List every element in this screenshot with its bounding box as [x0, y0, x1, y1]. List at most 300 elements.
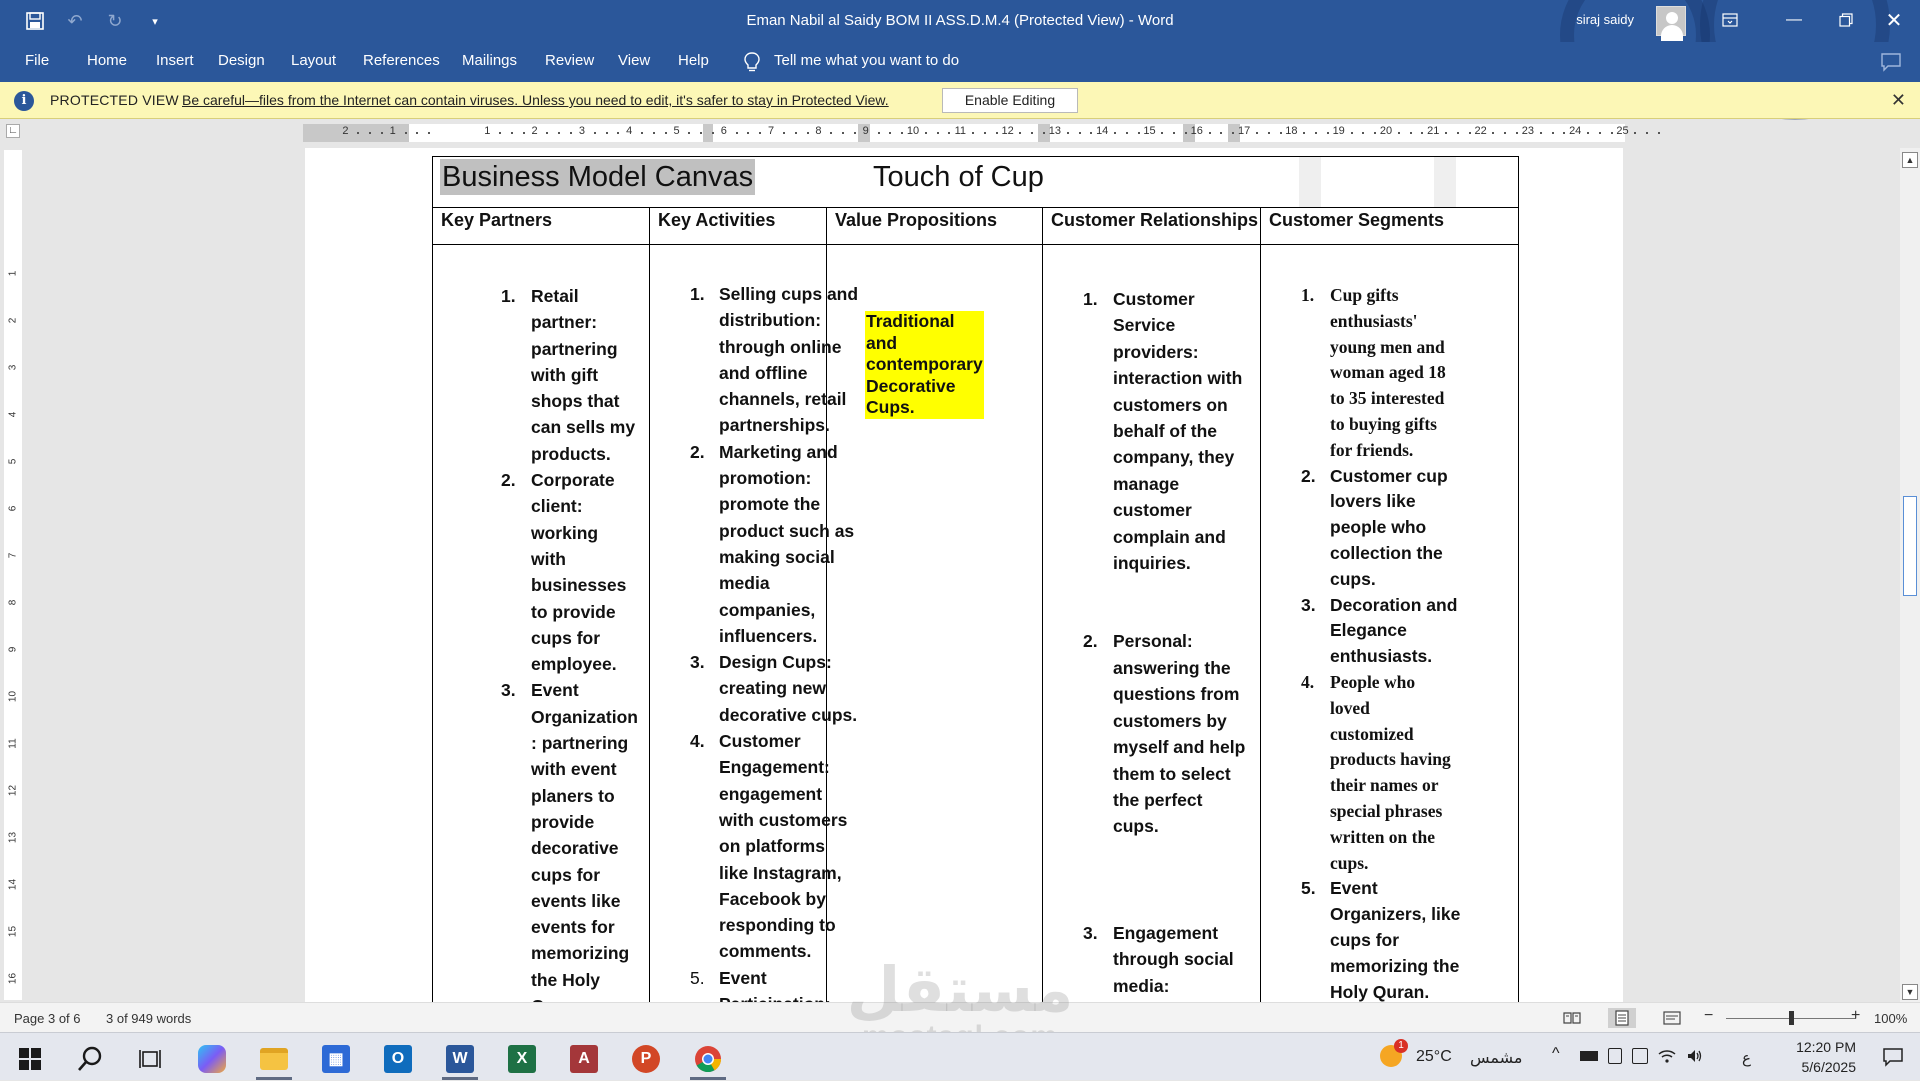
- ruler-number: 23: [1521, 125, 1535, 137]
- comments-icon[interactable]: [1880, 52, 1902, 72]
- ruler-number: 1: [389, 125, 396, 137]
- ruler-number: 4: [626, 125, 633, 137]
- list-item-line: customers by: [1113, 710, 1227, 731]
- list-item-line: channels, retail: [719, 389, 847, 410]
- list-item-line: businesses: [531, 575, 627, 596]
- scroll-up-icon[interactable]: ▲: [1902, 152, 1918, 168]
- list-item-line: with event: [531, 759, 617, 780]
- device-icon[interactable]: [1608, 1048, 1622, 1064]
- ruler-number: 16: [7, 972, 19, 985]
- access-icon: A: [570, 1045, 598, 1073]
- list-item-line: Organizers, like: [1330, 904, 1461, 925]
- store-button[interactable]: [312, 1037, 360, 1081]
- protected-view-label: PROTECTED VIEW: [50, 92, 179, 108]
- volume-icon[interactable]: [1686, 1048, 1704, 1064]
- ruler-tick: [1552, 132, 1554, 134]
- list-number: 2.: [1083, 631, 1098, 652]
- search-button[interactable]: [66, 1037, 114, 1081]
- ruler-number: 3: [7, 364, 19, 371]
- list-number: 3.: [690, 652, 705, 673]
- zoom-slider-thumb[interactable]: [1789, 1011, 1794, 1025]
- ruler-tick: [1209, 132, 1211, 134]
- avatar[interactable]: [1656, 6, 1686, 36]
- tab-mailings[interactable]: Mailings: [462, 52, 518, 69]
- list-item-line: influencers.: [719, 625, 818, 646]
- list-item: [690, 649, 858, 728]
- document-title: Eman Nabil al Saidy BOM II ASS.D.M.4 (Protected View) - Word: [746, 12, 1174, 29]
- ruler-tick: [1516, 132, 1518, 134]
- copilot-button[interactable]: [188, 1037, 236, 1081]
- list-item-line: Engagement:: [719, 757, 830, 778]
- list-item-line: Engagement: [1113, 922, 1219, 943]
- vertical-scrollbar[interactable]: [1900, 148, 1920, 1002]
- ruler-number: 6: [720, 125, 727, 137]
- ruler-tick: [1540, 132, 1542, 134]
- list-item-line: client:: [531, 496, 583, 517]
- list-item: [1301, 593, 1516, 670]
- value-proposition-text: [865, 311, 984, 419]
- weather-temperature[interactable]: 25°C: [1416, 1048, 1452, 1065]
- list-item-line: Personal:: [1113, 631, 1193, 652]
- ruler-tick: [369, 132, 371, 134]
- tab-home[interactable]: Home: [87, 52, 128, 69]
- list-item: [1301, 670, 1516, 876]
- zoom-in-icon[interactable]: +: [1851, 1007, 1861, 1024]
- list-item-line: enthusiasts': [1330, 310, 1418, 331]
- search-icon: [77, 1046, 103, 1072]
- tab-insert[interactable]: Insert: [156, 52, 194, 69]
- ruler-number: 24: [1569, 125, 1582, 137]
- value-propositions-column: [827, 208, 1043, 1057]
- list-item: [1301, 283, 1516, 464]
- ruler-tick: [1327, 132, 1329, 134]
- ruler-tick: [665, 132, 667, 134]
- notifications-icon[interactable]: [1882, 1047, 1904, 1067]
- scrollbar-thumb[interactable]: [1903, 496, 1917, 596]
- ruler-tick: [830, 132, 832, 134]
- highlighted-line: Decorative Cups.: [865, 376, 984, 419]
- list-item-line: partner:: [531, 312, 598, 333]
- ruler-tick: [996, 132, 998, 134]
- redo-icon[interactable]: ↻: [107, 10, 123, 31]
- list-item-line: product such as: [719, 520, 855, 541]
- numbered-list: [1083, 286, 1259, 999]
- list-item: [501, 677, 648, 1019]
- tell-me-search[interactable]: Tell me what you want to do: [774, 52, 960, 69]
- ruler-tick: [1173, 132, 1175, 134]
- customize-toolbar-icon[interactable]: ▾: [152, 15, 158, 28]
- list-item-line: and offline: [719, 362, 808, 383]
- enable-editing-button[interactable]: Enable Editing: [942, 88, 1078, 113]
- ruler-tick: [925, 132, 927, 134]
- copilot-icon: [198, 1045, 226, 1073]
- tab-references[interactable]: References: [363, 52, 440, 69]
- system-tray: [1370, 1033, 1920, 1081]
- ruler-tick: [1646, 132, 1648, 134]
- ruler-tick: [1611, 132, 1613, 134]
- ruler-number: 1: [484, 125, 491, 137]
- ruler-number: 10: [906, 125, 920, 137]
- list-item: [1083, 920, 1259, 999]
- list-item-line: written on the: [1330, 826, 1435, 847]
- protected-view-message-link[interactable]: Be careful—files from the Internet can contain viruses. Unless you need to edit, it's safer to stay in Protected View.: [182, 92, 889, 108]
- tab-help[interactable]: Help: [678, 52, 709, 69]
- list-item-line: promotion:: [719, 468, 812, 489]
- list-item-line: woman aged 18: [1330, 362, 1446, 383]
- save-icon[interactable]: [22, 8, 48, 34]
- list-item-line: products having: [1330, 749, 1451, 770]
- business-model-canvas-table: [432, 156, 1519, 1056]
- ruler-tick: [1161, 132, 1163, 134]
- canvas-title: Business Model Canvas: [442, 161, 754, 193]
- ruler-tick: [1232, 132, 1234, 134]
- table-shading: [1434, 157, 1456, 207]
- restore-icon[interactable]: [1820, 0, 1872, 40]
- ruler-tick: [1303, 132, 1305, 134]
- list-item-line: to provide: [531, 601, 616, 622]
- list-item: [1301, 464, 1516, 593]
- customer-segments-header: Customer Segments: [1261, 208, 1518, 245]
- ruler-number: 4: [7, 411, 19, 418]
- list-item-line: provide: [531, 811, 595, 832]
- clock-date[interactable]: 5/6/2025: [1801, 1059, 1856, 1075]
- file-explorer-button[interactable]: [250, 1037, 298, 1081]
- taskbar: [0, 1032, 1920, 1080]
- ruler-tick: [1587, 132, 1589, 134]
- list-item-line: responding to: [719, 915, 836, 936]
- ruler-tick: [1634, 132, 1636, 134]
- list-item-line: Facebook by: [719, 888, 826, 909]
- numbered-list: [690, 281, 859, 1017]
- weather-condition[interactable]: مشمس: [1470, 1048, 1523, 1067]
- ruler-tick: [1280, 132, 1282, 134]
- scroll-down-icon[interactable]: ▼: [1902, 984, 1918, 1000]
- ruler-tick: [1043, 132, 1045, 134]
- word-count[interactable]: 3 of 949 words: [106, 1011, 192, 1026]
- ruler-tick: [1362, 132, 1364, 134]
- ruler-tick: [842, 132, 844, 134]
- list-item-line: collection the: [1330, 542, 1443, 563]
- page-count[interactable]: Page 3 of 6: [14, 1011, 81, 1026]
- ruler-tick: [1374, 132, 1376, 134]
- ruler-tick: [511, 132, 513, 134]
- web-layout-icon[interactable]: [1658, 1008, 1686, 1028]
- key-partners-header: Key Partners: [433, 208, 650, 245]
- list-number: 3.: [1301, 594, 1316, 615]
- list-item-line: customers on: [1113, 394, 1228, 415]
- customer-relationships-column: [1043, 208, 1261, 1057]
- tab-review[interactable]: Review: [545, 52, 595, 69]
- battery-icon[interactable]: [1580, 1051, 1598, 1061]
- list-item-line: media: [719, 573, 770, 594]
- list-item-line: Holy Quran.: [1330, 981, 1430, 1002]
- ruler-number: 7: [768, 125, 775, 137]
- ruler-tick: [1256, 132, 1258, 134]
- ruler-number: 22: [1474, 125, 1487, 137]
- close-icon[interactable]: ✕: [1885, 9, 1903, 32]
- status-bar: [0, 1002, 1920, 1032]
- ruler-tick: [700, 132, 702, 134]
- list-item-line: Event: [531, 680, 579, 701]
- wifi-icon[interactable]: [1658, 1048, 1676, 1064]
- title-bar: [0, 0, 1920, 42]
- list-number: 1.: [1301, 285, 1315, 305]
- list-item-line: for friends.: [1330, 439, 1414, 460]
- list-item-line: companies,: [719, 599, 816, 620]
- list-item-line: like Instagram,: [719, 862, 842, 883]
- ruler-tick: [594, 132, 596, 134]
- list-item-line: with gift: [531, 364, 599, 385]
- list-item: [1083, 628, 1259, 839]
- list-number: 5.: [690, 967, 705, 988]
- tab-layout[interactable]: Layout: [291, 52, 337, 69]
- list-item-line: Service: [1113, 315, 1176, 336]
- ruler-tick: [878, 132, 880, 134]
- keyboard-language[interactable]: ع: [1742, 1049, 1751, 1067]
- tab-design[interactable]: Design: [218, 52, 265, 69]
- list-item-line: the perfect: [1113, 789, 1203, 810]
- list-item-line: engagement: [719, 783, 823, 804]
- lightbulb-icon: [742, 51, 762, 73]
- business-name: Touch of Cup: [873, 161, 1044, 193]
- list-item-line: shops that: [531, 391, 620, 412]
- ruler-number: 9: [862, 125, 869, 137]
- powerpoint-button[interactable]: [622, 1037, 670, 1081]
- ribbon-tabs: [0, 42, 1920, 82]
- list-item-line: through online: [719, 336, 842, 357]
- ruler-number: 3: [578, 125, 585, 137]
- list-item-line: working: [531, 522, 599, 543]
- list-item-line: myself and help: [1113, 737, 1246, 758]
- list-item-line: making social: [719, 546, 835, 567]
- ruler-tick: [617, 132, 619, 134]
- list-item-line: Event: [719, 967, 767, 988]
- ruler-tick: [1268, 132, 1270, 134]
- minimize-icon[interactable]: —: [1786, 11, 1802, 28]
- start-button[interactable]: [6, 1037, 54, 1081]
- ruler-number: 16: [1190, 125, 1203, 137]
- list-item-line: inquiries.: [1113, 553, 1191, 574]
- excel-icon: X: [508, 1045, 536, 1073]
- ruler-tick: [1445, 132, 1447, 134]
- user-name[interactable]: siraj saidy: [1576, 12, 1634, 27]
- word-icon: W: [446, 1045, 474, 1073]
- list-number: 2.: [690, 441, 705, 462]
- list-item-line: Organization: [531, 706, 638, 727]
- windows-icon: [19, 1048, 41, 1070]
- ruler-tick: [937, 132, 939, 134]
- task-view-icon: [138, 1048, 162, 1070]
- list-item-line: memorizing the: [1330, 955, 1460, 976]
- store-icon: ▦: [322, 1045, 350, 1073]
- ruler-tick: [736, 132, 738, 134]
- ruler-tick: [972, 132, 974, 134]
- list-item-line: customer: [1113, 500, 1192, 521]
- ruler-tick: [783, 132, 785, 134]
- horizontal-ruler[interactable]: [303, 124, 1629, 142]
- ruler-number: 9: [7, 646, 19, 653]
- list-item-line: manage: [1113, 473, 1180, 494]
- list-number: 1.: [1083, 289, 1098, 309]
- ruler-tick: [1469, 132, 1471, 134]
- undo-icon[interactable]: ↶: [67, 10, 83, 31]
- list-item-line: cups for: [531, 864, 601, 885]
- list-item-line: media:: [1113, 975, 1170, 996]
- list-number: 3.: [501, 680, 516, 701]
- list-item-line: planers to: [531, 785, 615, 806]
- tab-view[interactable]: View: [618, 52, 651, 69]
- ruler-tick: [1220, 132, 1222, 134]
- key-activities-column: [650, 208, 859, 1057]
- ruler-tick: [1457, 132, 1459, 134]
- list-item-line: answering the: [1113, 657, 1231, 678]
- list-item-line: loved: [1330, 697, 1370, 718]
- numbered-list: [1301, 283, 1516, 1005]
- list-item-line: cups.: [1330, 852, 1369, 873]
- list-item-line: interaction with: [1113, 368, 1243, 389]
- list-item-line: Elegance: [1330, 620, 1407, 641]
- ruler-number: 5: [7, 458, 19, 465]
- ruler-tick: [1563, 132, 1565, 134]
- list-item-line: people who: [1330, 517, 1427, 538]
- ruler-tick: [1421, 132, 1423, 134]
- network-adapter-icon[interactable]: [1632, 1048, 1648, 1064]
- list-item-line: events like: [531, 890, 621, 911]
- outlook-icon: O: [384, 1045, 412, 1073]
- protected-view-bar: [0, 82, 1920, 119]
- excel-button[interactable]: [498, 1037, 546, 1081]
- chevron-up-icon[interactable]: ^: [1552, 1045, 1560, 1062]
- ruler-tick: [606, 132, 608, 134]
- access-button[interactable]: [560, 1037, 608, 1081]
- list-item-line: can sells my: [531, 417, 636, 438]
- ruler-tick: [1504, 132, 1506, 134]
- ruler-tick: [889, 132, 891, 134]
- ruler-tick: [653, 132, 655, 134]
- ruler-number: 2: [342, 125, 349, 137]
- ruler-tick: [747, 132, 749, 134]
- table-shading: [1299, 157, 1321, 207]
- key-activities-header: Key Activities: [650, 208, 827, 245]
- list-item-line: cups.: [1113, 816, 1159, 837]
- zoom-level[interactable]: 100%: [1874, 1011, 1908, 1026]
- ruler-number: 25: [1616, 125, 1629, 137]
- word-button[interactable]: [436, 1037, 484, 1081]
- ruler-tick: [854, 132, 856, 134]
- list-item-line: the Holy: [531, 969, 601, 990]
- clock-time[interactable]: 12:20 PM: [1796, 1039, 1856, 1055]
- ruler-tick: [712, 132, 714, 134]
- list-item-line: providers:: [1113, 341, 1199, 362]
- ruler-number: 1: [7, 270, 19, 277]
- list-item-line: special phrases: [1330, 800, 1443, 821]
- ruler-tick: [1398, 132, 1400, 134]
- ruler-number: 13: [7, 831, 19, 844]
- print-layout-icon[interactable]: [1608, 1008, 1636, 1028]
- ruler-tick: [901, 132, 903, 134]
- list-item: [690, 728, 848, 965]
- ruler-number: 14: [7, 878, 19, 891]
- ruler-tick: [1351, 132, 1353, 134]
- ribbon-display-options-icon[interactable]: [1704, 0, 1756, 40]
- ruler-number: 15: [1143, 125, 1156, 137]
- ruler-tick: [641, 132, 643, 134]
- ruler-tick: [1090, 132, 1092, 134]
- ruler-number: 11: [954, 125, 967, 137]
- list-number: 3.: [1083, 922, 1098, 943]
- ruler-number: 12: [7, 784, 19, 797]
- ruler-tick: [1079, 132, 1081, 134]
- ruler-number: 12: [1001, 125, 1014, 137]
- ruler-tick: [807, 132, 809, 134]
- highlighted-line: Traditional and: [865, 311, 984, 354]
- zoom-out-icon[interactable]: −: [1704, 1007, 1714, 1024]
- ruler-margin: [303, 124, 359, 142]
- ruler-tick: [570, 132, 572, 134]
- outlook-button[interactable]: [374, 1037, 422, 1081]
- vertical-ruler[interactable]: [4, 150, 22, 1000]
- list-item-line: creating new: [719, 678, 826, 699]
- list-item-line: Customer: [1113, 289, 1195, 309]
- ruler-tick: [795, 132, 797, 134]
- read-mode-icon[interactable]: [1558, 1008, 1586, 1028]
- list-item-line: promote the: [719, 494, 821, 515]
- list-item-line: their names or: [1330, 775, 1439, 796]
- list-item-line: with: [531, 548, 566, 569]
- ruler-tick: [1019, 132, 1021, 134]
- list-item-line: complain and: [1113, 526, 1226, 547]
- list-item-line: young men and: [1330, 336, 1445, 357]
- ruler-number: 17: [1237, 125, 1251, 137]
- ruler-tick: [428, 132, 430, 134]
- ruler-number: 5: [673, 125, 680, 137]
- info-icon: i: [14, 91, 34, 111]
- watermark-arabic: مستقل: [846, 953, 1074, 1026]
- tab-file[interactable]: File: [25, 52, 50, 69]
- list-item-line: customized: [1330, 723, 1414, 744]
- document-page[interactable]: [305, 148, 1623, 1002]
- ruler-tick: [1315, 132, 1317, 134]
- ruler-tick: [1599, 132, 1601, 134]
- list-item-line: Event: [1330, 878, 1378, 899]
- ruler-tick: [499, 132, 501, 134]
- ruler-tick: [1658, 132, 1660, 134]
- list-item-line: memorizing: [531, 943, 630, 964]
- list-item-line: Customer cup: [1330, 465, 1448, 486]
- list-item-line: Customer: [719, 731, 801, 752]
- list-item-line: questions from: [1113, 684, 1240, 705]
- list-item-line: with customers: [719, 809, 848, 830]
- list-item-line: partnering: [531, 338, 618, 359]
- task-view-button[interactable]: [126, 1037, 174, 1081]
- customer-relationships-header: Customer Relationships: [1043, 208, 1261, 245]
- list-number: 1.: [690, 284, 705, 304]
- tab-selector-icon[interactable]: ∟: [6, 124, 20, 138]
- highlighted-line: contemporary: [866, 354, 983, 374]
- numbered-list: [501, 283, 648, 1019]
- list-item: [690, 281, 859, 439]
- ruler-number: 8: [7, 599, 19, 606]
- list-item-line: comments.: [719, 941, 812, 962]
- list-item-line: products.: [531, 443, 611, 464]
- list-item-line: : partnering: [531, 733, 629, 754]
- ruler-tick: [688, 132, 690, 134]
- list-item-line: enthusiasts.: [1330, 646, 1433, 667]
- close-icon[interactable]: ✕: [1890, 90, 1906, 110]
- list-item-line: behalf of the: [1113, 421, 1218, 442]
- chrome-button[interactable]: [684, 1037, 732, 1081]
- ruler-tick: [357, 132, 359, 134]
